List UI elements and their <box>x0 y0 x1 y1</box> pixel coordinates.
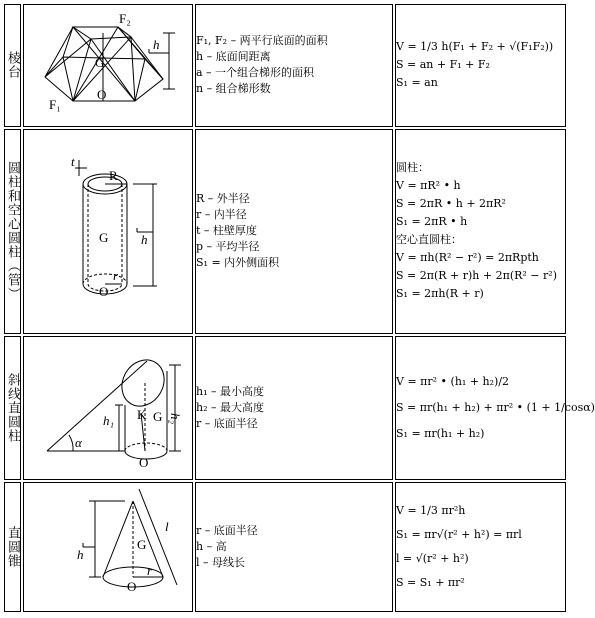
formula-line: V = πh(R² − r²) = 2πRpth <box>396 251 539 265</box>
definition-line: p – 平均半径 <box>196 240 260 254</box>
definition-line: r – 底面半径 <box>196 524 258 538</box>
label-r: r <box>147 563 153 579</box>
definition-line: F₁, F₂ – 两平行底面的面积 <box>196 34 328 48</box>
definition-line: S₁ = 内外侧面积 <box>196 256 280 270</box>
frustum-figure <box>23 4 193 127</box>
formula-line: S = 2πR • h + 2πR² <box>396 197 506 211</box>
label-g: G <box>95 55 105 71</box>
formula-line: S₁ = an <box>396 76 438 90</box>
label-o: O <box>99 284 109 300</box>
shape-name: 斜线直圆柱 <box>4 336 21 480</box>
formulas <box>395 129 566 335</box>
right-cone-diagram <box>33 487 183 607</box>
label-h: h <box>153 37 160 53</box>
formula-line: V = 1/3 πr²h <box>396 504 466 518</box>
definitions <box>195 336 393 480</box>
label-alpha: α <box>75 435 82 451</box>
label-g: G <box>137 537 147 553</box>
definitions <box>195 129 393 335</box>
formula-line: S₁ = πr(h₁ + h₂) <box>396 427 485 441</box>
formula-table <box>2 2 595 614</box>
definition-line: t – 柱壁厚度 <box>196 224 257 238</box>
label-r-outer: R <box>109 168 118 184</box>
label-k: K <box>137 407 147 423</box>
formula-line: S₁ = πr√(r² + h²) = πrl <box>396 528 522 542</box>
formula-line: S₁ = 2πR • h <box>396 215 468 229</box>
definition-line: n – 组合梯形数 <box>196 82 271 96</box>
label-h2: h₂ <box>168 413 183 425</box>
definitions <box>195 482 393 612</box>
formulas <box>395 482 566 612</box>
shape-name: 直圆锥 <box>4 482 21 612</box>
definition-line: a – 一个组合梯形的面积 <box>196 66 315 80</box>
label-t: t <box>71 154 75 170</box>
formula-line: l = √(r² + h²) <box>396 552 469 566</box>
formula-line: S = S₁ + πr² <box>396 576 465 590</box>
shape-name: 棱台 <box>4 4 21 127</box>
table-row <box>4 482 566 612</box>
definition-line: h – 底面间距离 <box>196 50 271 64</box>
label-g: G <box>99 230 109 246</box>
definition-line: l – 母线长 <box>196 556 246 570</box>
formula-line: V = πr² • (h₁ + h₂)/2 <box>396 375 510 389</box>
definition-line: r – 内半径 <box>196 208 247 222</box>
label-o: O <box>127 579 137 595</box>
label-r-inner: r <box>113 268 119 284</box>
shape-name: 圆柱和空心圆柱（管） <box>4 129 21 335</box>
formulas <box>395 4 566 127</box>
label-h: h <box>141 232 148 248</box>
formula-line: S₁ = 2πh(R + r) <box>396 287 484 301</box>
definition-line: r – 底面半径 <box>196 417 258 431</box>
label-f2: F₂ <box>119 11 131 27</box>
label-o: O <box>139 455 149 471</box>
label-h1: h₁ <box>103 413 115 429</box>
label-l: l <box>165 519 169 535</box>
formula-line: S = πr(h₁ + h₂) + πr² • (1 + 1/cosα) <box>396 401 595 415</box>
definition-line: h₁ – 最小高度 <box>196 385 264 399</box>
formula-heading: 空心直圆柱： <box>396 233 462 247</box>
label-o: O <box>97 87 107 103</box>
hollow-cylinder-diagram <box>33 146 183 316</box>
formula-line: S = an + F₁ + F₂ <box>396 58 490 72</box>
oblique-cut-cylinder-diagram <box>33 343 183 473</box>
formula-line: V = 1/3 h(F₁ + F₂ + √(F₁F₂)) <box>396 40 554 54</box>
formula-heading: 圆柱： <box>396 161 429 175</box>
definition-line: h₂ – 最大高度 <box>196 401 264 415</box>
definition-line: R – 外半径 <box>196 192 250 206</box>
label-g: G <box>153 409 163 425</box>
formula-line: S = 2π(R + r)h + 2π(R² − r²) <box>396 269 557 283</box>
table-row <box>4 4 566 127</box>
cone-figure <box>23 482 193 612</box>
definition-line: h – 高 <box>196 540 227 554</box>
table-row <box>4 129 566 335</box>
formula-line: V = πR² • h <box>396 179 461 193</box>
cylinder-figure <box>23 129 193 335</box>
frustum-diagram <box>33 9 183 121</box>
table-row <box>4 336 566 480</box>
oblique-cylinder-figure <box>23 336 193 480</box>
definitions <box>195 4 393 127</box>
label-h: h <box>77 547 84 563</box>
label-f1: F₁ <box>49 97 61 113</box>
formulas <box>395 336 595 480</box>
